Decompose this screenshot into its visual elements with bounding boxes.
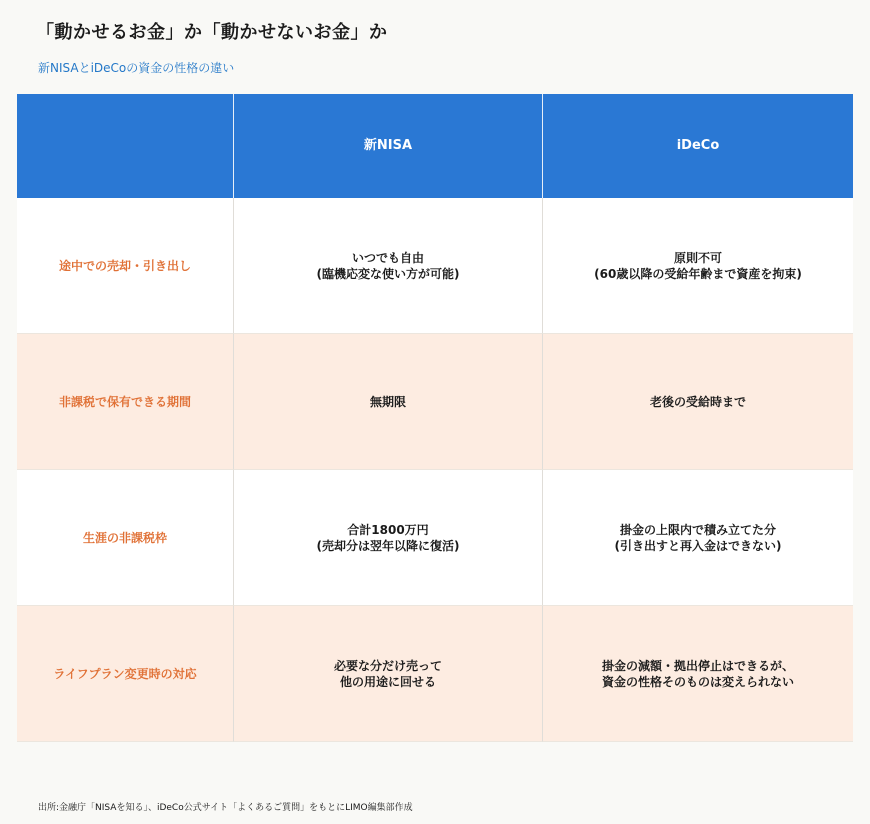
row-label-life-plan-change: ライフプラン変更時の対応 xyxy=(17,606,234,742)
header-ideco: iDeCo xyxy=(543,94,853,198)
cell-nisa-life-plan-change: 必要な分だけ売って 他の用途に回せる xyxy=(234,606,543,742)
cell-ideco-tax-free-period: 老後の受給時まで xyxy=(543,334,853,470)
row-label-withdrawal: 途中での売却・引き出し xyxy=(17,198,234,334)
cell-nisa-withdrawal: いつでも自由 (臨機応変な使い方が可能) xyxy=(234,198,543,334)
cell-nisa-tax-free-period: 無期限 xyxy=(234,334,543,470)
cell-nisa-lifetime-limit: 合計1800万円 (売却分は翌年以降に復活) xyxy=(234,470,543,606)
page-subtitle: 新NISAとiDeCoの資金の性格の違い xyxy=(38,61,235,75)
header-nisa: 新NISA xyxy=(234,94,543,198)
cell-ideco-withdrawal: 原則不可 (60歳以降の受給年齢まで資産を拘束) xyxy=(543,198,853,334)
cell-ideco-life-plan-change: 掛金の減額・拠出停止はできるが、 資金の性格そのものは変えられない xyxy=(543,606,853,742)
header-empty-cell xyxy=(17,94,234,198)
source-note: 出所:金融庁「NISAを知る」、iDeCo公式サイト「よくあるご質問」をもとにLIMO編集部作成 xyxy=(38,803,413,813)
comparison-table xyxy=(17,94,853,742)
cell-ideco-lifetime-limit: 掛金の上限内で積み立てた分 (引き出すと再入金はできない) xyxy=(543,470,853,606)
page-title: 「動かせるお金」か「動かせないお金」か xyxy=(36,22,388,43)
row-label-lifetime-limit: 生涯の非課税枠 xyxy=(17,470,234,606)
row-label-tax-free-period: 非課税で保有できる期間 xyxy=(17,334,234,470)
